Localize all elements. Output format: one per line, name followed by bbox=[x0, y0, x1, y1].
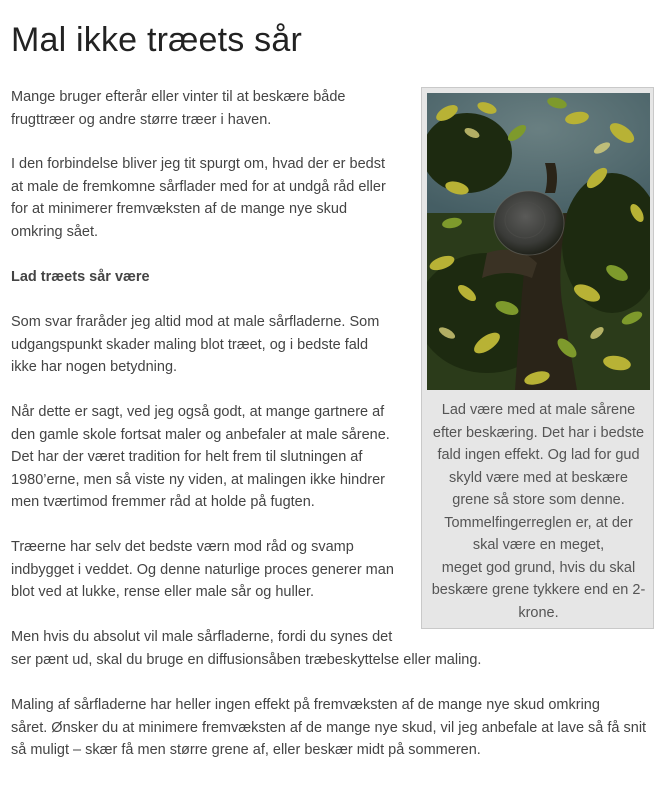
paragraph-5 bbox=[11, 536, 394, 604]
paragraph-2 bbox=[11, 153, 386, 243]
text-line: frugttræer og andre større træer i haven. bbox=[11, 111, 272, 128]
text-line: I den forbindelse bliver jeg tit spurgt om, hvad der er bedst bbox=[11, 156, 385, 172]
article-title: Mal ikke træets sår bbox=[11, 21, 302, 59]
text-line: Som svar fraråder jeg altid mod at male sårfladerne. Som bbox=[11, 314, 380, 330]
caption-line: skyld være med at beskære bbox=[449, 469, 628, 486]
intro-paragraph bbox=[11, 86, 345, 131]
caption-line: Lad være med at male sårene bbox=[441, 402, 636, 418]
caption-line: fald ingen effekt. Og lad for gud bbox=[437, 447, 640, 463]
text-line: Træerne har selv det bedste værn mod råd og svamp bbox=[11, 539, 354, 555]
caption-line: efter beskæring. Det har i bedste bbox=[432, 424, 645, 441]
paragraph-6 bbox=[11, 626, 481, 671]
photo-figure bbox=[421, 87, 654, 629]
text-line: såret. Ønsker du at minimere fremvæksten af de mange nye skud, vil jeg anbefale at lave så få snit bbox=[11, 719, 647, 736]
tree-pruning-photo bbox=[427, 93, 650, 390]
caption-line: Tommelfingerreglen er, at der bbox=[444, 514, 633, 531]
text-line: udgangspunkt skader maling blot træet, og i bedste fald bbox=[11, 336, 369, 353]
photo-caption bbox=[425, 399, 652, 624]
text-line: at male de fremkomne sårflader med for at undgå råd eller bbox=[11, 178, 386, 195]
caption-line: meget god grund, hvis du skal bbox=[441, 559, 636, 576]
text-line: indbygget i veddet. Og denne naturlige proces generer man bbox=[11, 561, 394, 578]
paragraph-3 bbox=[11, 311, 379, 379]
paragraph-7 bbox=[11, 694, 646, 762]
text-line: Men hvis du absolut vil male sårfladerne, fordi du synes det bbox=[11, 629, 393, 645]
text-line: 1980’erne, men så viste ny viden, at malingen ikke hindrer bbox=[11, 471, 385, 488]
text-line: blot ved at lukke, rense eller male sår og huller. bbox=[11, 584, 315, 600]
caption-line: beskære grene tykkere end en 2- bbox=[431, 582, 646, 598]
caption-line: krone. bbox=[518, 604, 559, 621]
text-line: Maling af sårfladerne har heller ingen effekt på fremvæksten af de mange nye skud omkring bbox=[11, 697, 600, 713]
text-line: ser pænt ud, skal du bruge en diffusionsåben træbeskyttelse eller maling. bbox=[11, 651, 482, 668]
text-line: Mange bruger efterår eller vinter til at beskære både bbox=[11, 89, 346, 105]
caption-line: grene så store som denne. bbox=[452, 492, 625, 508]
text-line: Det har der været tradition for helt frem til slutningen af bbox=[11, 449, 363, 465]
text-line: så muligt – skær få men større grene af, eller beskær midt på sommeren. bbox=[11, 742, 481, 758]
text-line: for at minimerer fremvæksten af de mange nye skud bbox=[11, 201, 348, 217]
caption-line: skal være en meget, bbox=[472, 537, 605, 553]
paragraph-4 bbox=[11, 401, 390, 514]
text-line: omkring sået. bbox=[11, 223, 99, 240]
text-line: den gamle skole fortsat maler og anbefaler at male sårene. bbox=[11, 426, 390, 443]
text-line: Når dette er sagt, ved jeg også godt, at mange gartnere af bbox=[11, 404, 385, 420]
text-line: ikke har nogen betydning. bbox=[11, 359, 178, 375]
text-line: men tværtimod fremmer råd at holde på fugten. bbox=[11, 494, 315, 510]
section-subheading: Lad træets sår være bbox=[11, 269, 150, 285]
